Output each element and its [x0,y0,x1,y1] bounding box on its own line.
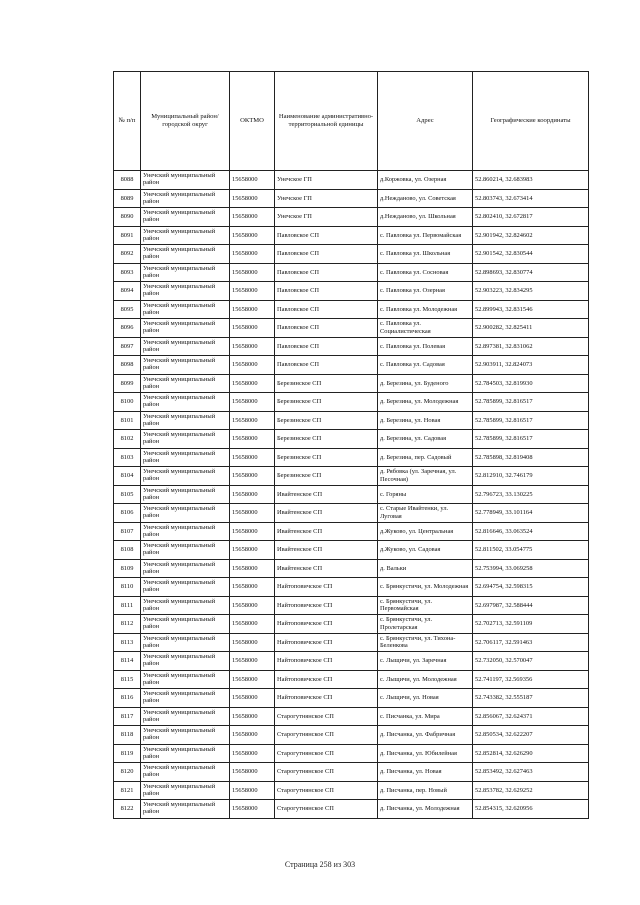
cell-coordinates: 52.741197, 32.569356 [473,670,589,689]
table-row [114,504,589,523]
cell-number: 8098 [114,356,141,375]
cell-municipality: Унечский муниципальный район [141,781,230,800]
table-row [114,652,589,671]
cell-admin-unit: Березинское СП [275,448,378,467]
cell-admin-unit: Унечское ГП [275,171,378,190]
cell-municipality: Унечский муниципальный район [141,411,230,430]
cell-oktmo: 15658000 [230,485,275,504]
cell-municipality: Унечский муниципальный район [141,282,230,301]
cell-address: д.Нежданово, ул. Школьная [378,208,473,227]
cell-number: 8105 [114,485,141,504]
cell-number: 8090 [114,208,141,227]
cell-oktmo: 15658000 [230,448,275,467]
cell-coordinates: 52.753994, 33.069258 [473,559,589,578]
table-row [114,744,589,763]
cell-address: с. Павловка ул. Школьная [378,245,473,264]
cell-municipality: Унечский муниципальный район [141,189,230,208]
cell-address: с. Лыщичи, ул. Молодежная [378,670,473,689]
cell-coordinates: 52.784503, 32.819930 [473,374,589,393]
cell-oktmo: 15658000 [230,374,275,393]
table-row [114,393,589,412]
cell-municipality: Унечский муниципальный район [141,726,230,745]
cell-municipality: Унечский муниципальный район [141,541,230,560]
cell-address: д. Березина, пер. Садовый [378,448,473,467]
cell-coordinates: 52.901542, 32.830544 [473,245,589,264]
table-row [114,707,589,726]
column-header-address: Адрес [378,72,473,171]
cell-number: 8121 [114,781,141,800]
cell-admin-unit: Найтоповичское СП [275,578,378,597]
cell-number: 8110 [114,578,141,597]
cell-number: 8118 [114,726,141,745]
cell-admin-unit: Старогутнянское СП [275,744,378,763]
cell-oktmo: 15658000 [230,781,275,800]
cell-address: с. Горяны [378,485,473,504]
cell-admin-unit: Павловское СП [275,263,378,282]
cell-number: 8089 [114,189,141,208]
cell-admin-unit: Павловское СП [275,282,378,301]
cell-coordinates: 52.702713, 32.591109 [473,615,589,634]
cell-number: 8095 [114,300,141,319]
cell-coordinates: 52.903911, 32.824073 [473,356,589,375]
cell-oktmo: 15658000 [230,615,275,634]
cell-coordinates: 52.778949, 33.101164 [473,504,589,523]
cell-oktmo: 15658000 [230,670,275,689]
cell-admin-unit: Павловское СП [275,356,378,375]
cell-address: с. Брянкустичи, ул. Пролетарская [378,615,473,634]
cell-municipality: Унечский муниципальный район [141,670,230,689]
cell-admin-unit: Павловское СП [275,300,378,319]
cell-oktmo: 15658000 [230,300,275,319]
cell-admin-unit: Найтоповичское СП [275,596,378,615]
cell-municipality: Унечский муниципальный район [141,559,230,578]
cell-admin-unit: Унечское ГП [275,208,378,227]
cell-number: 8097 [114,337,141,356]
cell-number: 8099 [114,374,141,393]
cell-municipality: Унечский муниципальный район [141,522,230,541]
cell-number: 8094 [114,282,141,301]
cell-address: д. Писчанка, пер. Новый [378,781,473,800]
cell-address: с. Павловка ул. Сосновая [378,263,473,282]
cell-address: с. Писчанка, ул. Мира [378,707,473,726]
cell-coordinates: 52.860214, 32.683983 [473,171,589,190]
cell-municipality: Унечский муниципальный район [141,208,230,227]
cell-address: д. Рябовка (ул. Заречная, ул. Песочная) [378,467,473,486]
cell-number: 8091 [114,226,141,245]
cell-coordinates: 52.812910, 32.746179 [473,467,589,486]
cell-oktmo: 15658000 [230,707,275,726]
cell-number: 8102 [114,430,141,449]
table-header-row [114,72,589,171]
cell-coordinates: 52.694754, 32.598315 [473,578,589,597]
cell-number: 8120 [114,763,141,782]
cell-number: 8107 [114,522,141,541]
table-row [114,319,589,338]
column-header-admin-unit: Наименование административно-территориальной единицы [275,72,378,171]
cell-address: с. Лыщичи, ул. Заречная [378,652,473,671]
cell-municipality: Унечский муниципальный район [141,652,230,671]
cell-address: д.Жуково, ул. Центральная [378,522,473,541]
cell-number: 8103 [114,448,141,467]
table-row [114,485,589,504]
cell-coordinates: 52.803743, 32.673414 [473,189,589,208]
cell-municipality: Унечский муниципальный район [141,615,230,634]
cell-coordinates: 52.901942, 32.824602 [473,226,589,245]
cell-address: д.Коржовка, ул. Озерная [378,171,473,190]
cell-coordinates: 52.802410, 32.672817 [473,208,589,227]
cell-municipality: Унечский муниципальный район [141,633,230,652]
cell-oktmo: 15658000 [230,541,275,560]
cell-coordinates: 52.811502, 33.054775 [473,541,589,560]
cell-oktmo: 15658000 [230,633,275,652]
table-row [114,633,589,652]
cell-oktmo: 15658000 [230,578,275,597]
cell-municipality: Унечский муниципальный район [141,448,230,467]
column-header-municipality: Муниципальный район/городской округ [141,72,230,171]
cell-oktmo: 15658000 [230,393,275,412]
table-row [114,282,589,301]
cell-municipality: Унечский муниципальный район [141,689,230,708]
data-table [113,71,589,819]
table-row [114,337,589,356]
cell-oktmo: 15658000 [230,652,275,671]
cell-number: 8119 [114,744,141,763]
cell-address: д. Вальки [378,559,473,578]
cell-oktmo: 15658000 [230,430,275,449]
cell-admin-unit: Старогутнянское СП [275,781,378,800]
cell-admin-unit: Павловское СП [275,319,378,338]
table-row [114,689,589,708]
cell-coordinates: 52.900282, 32.825411 [473,319,589,338]
cell-municipality: Унечский муниципальный район [141,596,230,615]
table-row [114,411,589,430]
table-row [114,559,589,578]
cell-address: с. Павловка ул. Озерная [378,282,473,301]
cell-admin-unit: Найтоповичское СП [275,652,378,671]
table-row [114,615,589,634]
cell-number: 8092 [114,245,141,264]
cell-oktmo: 15658000 [230,522,275,541]
cell-coordinates: 52.852814, 32.626290 [473,744,589,763]
cell-coordinates: 52.903223, 32.834295 [473,282,589,301]
cell-municipality: Унечский муниципальный район [141,763,230,782]
table-row [114,430,589,449]
cell-oktmo: 15658000 [230,559,275,578]
cell-address: д. Писчанка, ул. Фабричная [378,726,473,745]
table-row [114,578,589,597]
cell-municipality: Унечский муниципальный район [141,800,230,819]
cell-admin-unit: Березинское СП [275,411,378,430]
cell-address: с. Брянкустичи, ул. Первомайская [378,596,473,615]
cell-coordinates: 52.785899, 32.816517 [473,393,589,412]
cell-number: 8116 [114,689,141,708]
cell-number: 8104 [114,467,141,486]
cell-coordinates: 52.785899, 32.816517 [473,411,589,430]
cell-municipality: Унечский муниципальный район [141,171,230,190]
cell-oktmo: 15658000 [230,744,275,763]
cell-oktmo: 15658000 [230,763,275,782]
cell-coordinates: 52.706117, 32.591463 [473,633,589,652]
cell-number: 8122 [114,800,141,819]
table-row [114,356,589,375]
table-row [114,189,589,208]
cell-oktmo: 15658000 [230,411,275,430]
page-footer: Страница 258 из 303 [284,860,356,869]
column-header-number: № п/п [114,72,141,171]
cell-coordinates: 52.785898, 32.819408 [473,448,589,467]
cell-number: 8112 [114,615,141,634]
cell-number: 8117 [114,707,141,726]
cell-municipality: Унечский муниципальный район [141,374,230,393]
cell-oktmo: 15658000 [230,189,275,208]
table-row [114,263,589,282]
cell-municipality: Унечский муниципальный район [141,467,230,486]
table-row [114,300,589,319]
cell-number: 8101 [114,411,141,430]
cell-coordinates: 52.853782, 32.629252 [473,781,589,800]
cell-coordinates: 52.898693, 32.830774 [473,263,589,282]
cell-number: 8114 [114,652,141,671]
cell-municipality: Унечский муниципальный район [141,744,230,763]
table-row [114,226,589,245]
cell-municipality: Унечский муниципальный район [141,430,230,449]
table-row [114,800,589,819]
cell-number: 8088 [114,171,141,190]
cell-municipality: Унечский муниципальный район [141,319,230,338]
cell-municipality: Унечский муниципальный район [141,707,230,726]
table-row [114,596,589,615]
cell-admin-unit: Ивайтенское СП [275,559,378,578]
cell-oktmo: 15658000 [230,245,275,264]
table-row [114,541,589,560]
cell-coordinates: 52.899943, 32.831546 [473,300,589,319]
cell-address: д. Березина, ул. Буденого [378,374,473,393]
cell-admin-unit: Старогутнянское СП [275,707,378,726]
cell-admin-unit: Ивайтенское СП [275,485,378,504]
table-row [114,374,589,393]
cell-coordinates: 52.897381, 32.831062 [473,337,589,356]
table-row [114,448,589,467]
cell-admin-unit: Павловское СП [275,245,378,264]
cell-oktmo: 15658000 [230,208,275,227]
cell-oktmo: 15658000 [230,337,275,356]
cell-address: с. Павловка ул. Социалистическая [378,319,473,338]
table-row [114,467,589,486]
cell-address: с. Павловка ул. Полевая [378,337,473,356]
cell-address: с. Лыщичи, ул. Новая [378,689,473,708]
cell-number: 8093 [114,263,141,282]
cell-address: д. Березина, ул. Садовая [378,430,473,449]
cell-coordinates: 52.850534, 32.622207 [473,726,589,745]
cell-admin-unit: Павловское СП [275,226,378,245]
cell-municipality: Унечский муниципальный район [141,263,230,282]
cell-oktmo: 15658000 [230,504,275,523]
cell-municipality: Унечский муниципальный район [141,504,230,523]
cell-address: с. Павловка ул. Первомайская [378,226,473,245]
table-body [114,171,589,819]
table-row [114,763,589,782]
cell-municipality: Унечский муниципальный район [141,578,230,597]
cell-coordinates: 52.853492, 32.627463 [473,763,589,782]
cell-address: д. Писчанка, ул. Молодежная [378,800,473,819]
cell-address: с. Павловка ул. Садовая [378,356,473,375]
cell-address: с. Павловка ул. Молодежная [378,300,473,319]
cell-municipality: Унечский муниципальный район [141,485,230,504]
cell-address: д. Березина, ул. Новая [378,411,473,430]
cell-oktmo: 15658000 [230,263,275,282]
cell-municipality: Унечский муниципальный район [141,393,230,412]
cell-coordinates: 52.697987, 32.588444 [473,596,589,615]
cell-oktmo: 15658000 [230,226,275,245]
cell-coordinates: 52.785899, 32.816517 [473,430,589,449]
cell-number: 8096 [114,319,141,338]
cell-number: 8109 [114,559,141,578]
cell-address: с. Старые Ивайтенки, ул. Луговая [378,504,473,523]
cell-admin-unit: Старогутнянское СП [275,726,378,745]
cell-coordinates: 52.816646, 33.063524 [473,522,589,541]
table-row [114,670,589,689]
cell-admin-unit: Березинское СП [275,374,378,393]
column-header-oktmo: ОКТМО [230,72,275,171]
cell-oktmo: 15658000 [230,282,275,301]
cell-municipality: Унечский муниципальный район [141,337,230,356]
cell-admin-unit: Ивайтенское СП [275,504,378,523]
cell-municipality: Унечский муниципальный район [141,300,230,319]
cell-address: д. Писчанка, ул. Новая [378,763,473,782]
cell-number: 8106 [114,504,141,523]
cell-coordinates: 52.856067, 32.624371 [473,707,589,726]
cell-admin-unit: Найтоповичское СП [275,615,378,634]
cell-address: с. Брянкустичи, ул. Молодежная [378,578,473,597]
cell-number: 8111 [114,596,141,615]
table-row [114,208,589,227]
cell-address: д.Жуково, ул. Садовая [378,541,473,560]
cell-municipality: Унечский муниципальный район [141,245,230,264]
cell-number: 8100 [114,393,141,412]
cell-admin-unit: Найтоповичское СП [275,633,378,652]
cell-municipality: Унечский муниципальный район [141,226,230,245]
cell-admin-unit: Найтоповичское СП [275,689,378,708]
cell-oktmo: 15658000 [230,726,275,745]
table-row [114,781,589,800]
cell-oktmo: 15658000 [230,319,275,338]
cell-oktmo: 15658000 [230,171,275,190]
cell-admin-unit: Ивайтенское СП [275,522,378,541]
cell-address: д.Нежданово, ул. Советская [378,189,473,208]
cell-number: 8115 [114,670,141,689]
cell-admin-unit: Найтоповичское СП [275,670,378,689]
cell-admin-unit: Березинское СП [275,393,378,412]
cell-oktmo: 15658000 [230,596,275,615]
cell-coordinates: 52.743382, 32.555187 [473,689,589,708]
cell-coordinates: 52.796723, 33.130225 [473,485,589,504]
cell-admin-unit: Унечское ГП [275,189,378,208]
cell-admin-unit: Ивайтенское СП [275,541,378,560]
cell-oktmo: 15658000 [230,800,275,819]
cell-number: 8113 [114,633,141,652]
cell-admin-unit: Старогутнянское СП [275,763,378,782]
cell-oktmo: 15658000 [230,689,275,708]
cell-admin-unit: Старогутнянское СП [275,800,378,819]
column-header-coordinates: Географические координаты [473,72,589,171]
cell-address: д. Березина, ул. Молодежная [378,393,473,412]
cell-address: с. Брянкустичи, ул. Тихона-Беленкова [378,633,473,652]
cell-oktmo: 15658000 [230,356,275,375]
cell-coordinates: 52.854315, 32.620956 [473,800,589,819]
cell-admin-unit: Березинское СП [275,467,378,486]
cell-admin-unit: Павловское СП [275,337,378,356]
cell-oktmo: 15658000 [230,467,275,486]
cell-number: 8108 [114,541,141,560]
table-row [114,245,589,264]
cell-address: д. Писчанка, ул. Юбилейная [378,744,473,763]
table-row [114,726,589,745]
cell-admin-unit: Березинское СП [275,430,378,449]
table-row [114,522,589,541]
cell-coordinates: 52.732050, 32.570047 [473,652,589,671]
table-row [114,171,589,190]
cell-municipality: Унечский муниципальный район [141,356,230,375]
